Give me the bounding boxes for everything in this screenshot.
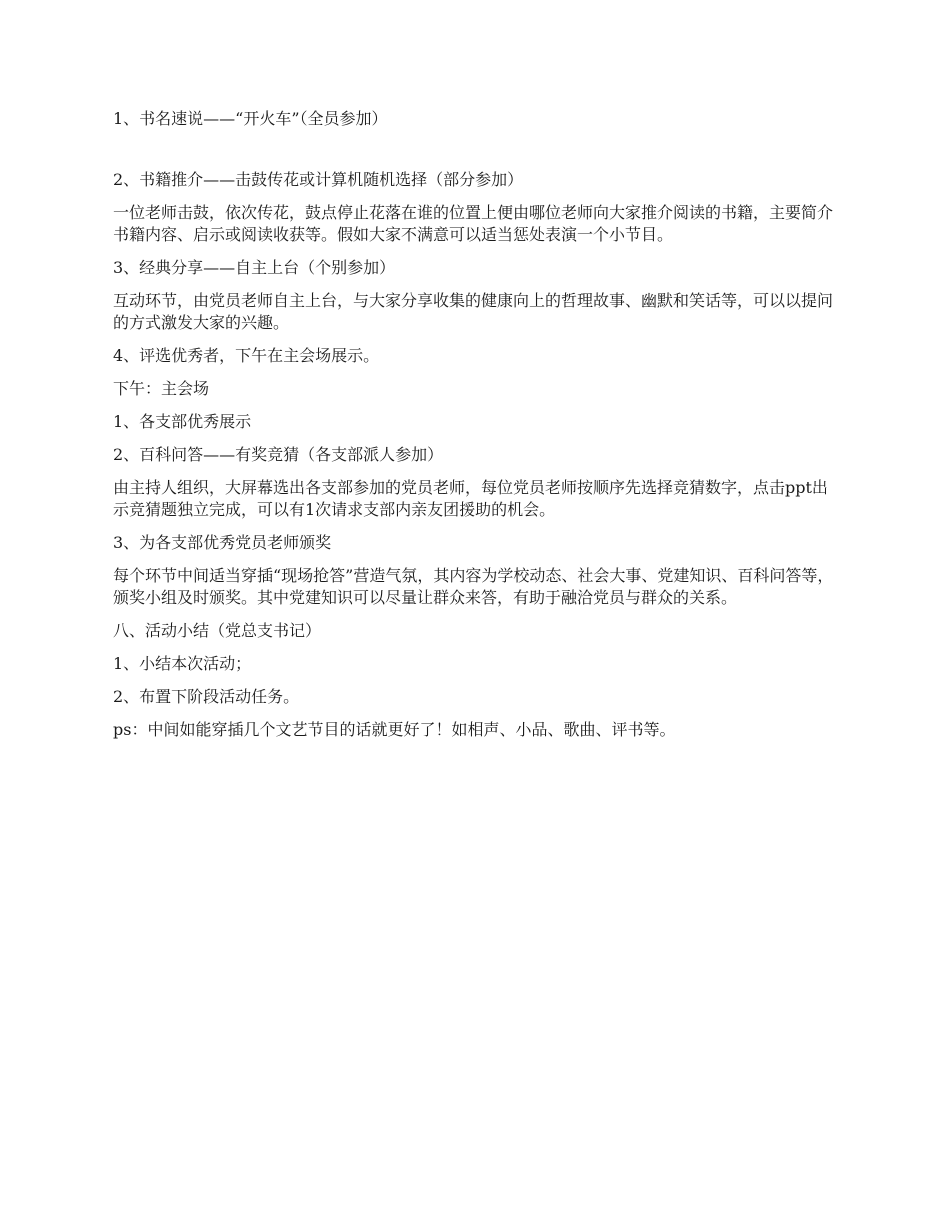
paragraph-10: 由主持人组织，大屏幕选出各支部参加的党员老师，每位党员老师按顺序先选择竞猜数字，点击ppt出示竞猜题独立完成，可以有1次请求支部内亲友团援助的机会。 bbox=[113, 478, 828, 519]
paragraph-13: 八、活动小结（党总支书记） bbox=[113, 621, 322, 640]
paragraph-1: 1、书名速说——“开火车”（全员参加） bbox=[113, 109, 388, 128]
paragraph-2: 2、书籍推介——击鼓传花或计算机随机选择（部分参加） bbox=[113, 170, 524, 189]
paragraph-16: ps：中间如能穿插几个文艺节目的话就更好了！如相声、小品、歌曲、评书等。 bbox=[113, 720, 676, 739]
paragraph-6: 4、评选优秀者，下午在主会场展示。 bbox=[113, 346, 380, 365]
document-page bbox=[113, 108, 843, 752]
paragraph-4: 3、经典分享——自主上台（个别参加） bbox=[113, 258, 396, 277]
paragraph-3: 一位老师击鼓，依次传花，鼓点停止花落在谁的位置上便由哪位老师向大家推介阅读的书籍，主要简介书籍内容、启示或阅读收获等。假如大家不满意可以适当惩处表演一个小节目。 bbox=[113, 203, 834, 244]
paragraph-15: 2、布置下阶段活动任务。 bbox=[113, 687, 300, 706]
paragraph-12: 每个环节中间适当穿插“现场抢答”营造气氛，其内容为学校动态、社会大事、党建知识、百科问答等，颁奖小组及时颁奖。其中党建知识可以尽量让群众来答，有助于融洽党员与群众的关系。 bbox=[113, 566, 834, 607]
paragraph-14: 1、小结本次活动； bbox=[113, 654, 252, 673]
paragraph-5: 互动环节，由党员老师自主上台，与大家分享收集的健康向上的哲理故事、幽默和笑话等，可以以提问的方式激发大家的兴趣。 bbox=[113, 291, 834, 332]
paragraph-11: 3、为各支部优秀党员老师颁奖 bbox=[113, 533, 332, 552]
paragraph-7: 下午：主会场 bbox=[113, 379, 210, 398]
paragraph-8: 1、各支部优秀展示 bbox=[113, 412, 252, 431]
paragraph-9: 2、百科问答——有奖竞猜（各支部派人参加） bbox=[113, 445, 444, 464]
